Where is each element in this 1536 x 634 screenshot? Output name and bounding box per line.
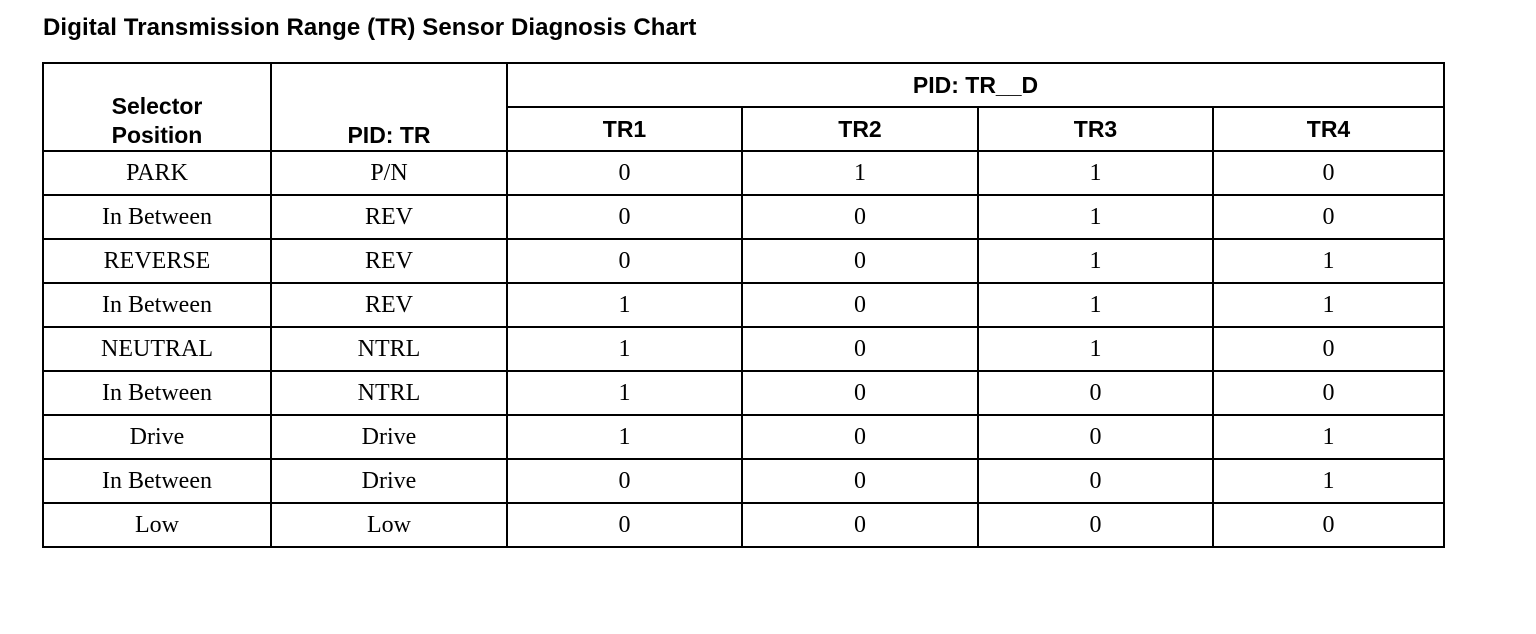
tr4-cell: 0 [1213, 503, 1444, 547]
selector-position-cell: In Between [43, 459, 271, 503]
tr1-cell: 1 [507, 371, 742, 415]
tr4-cell: 0 [1213, 371, 1444, 415]
tr4-cell: 1 [1213, 283, 1444, 327]
pid-tr-cell: REV [271, 195, 507, 239]
tr3-cell: 0 [978, 415, 1213, 459]
pid-tr-cell: NTRL [271, 371, 507, 415]
pid-tr-cell: Low [271, 503, 507, 547]
table-row [43, 459, 1444, 503]
table-row [43, 239, 1444, 283]
selector-position-header [43, 63, 271, 151]
tr4-cell: 1 [1213, 239, 1444, 283]
tr2-header: TR2 [742, 107, 978, 151]
tr1-cell: 0 [507, 151, 742, 195]
pid-tr-cell: REV [271, 239, 507, 283]
pid-tr-cell: REV [271, 283, 507, 327]
tr2-cell: 0 [742, 195, 978, 239]
tr2-cell: 1 [742, 151, 978, 195]
tr1-header: TR1 [507, 107, 742, 151]
tr1-cell: 0 [507, 503, 742, 547]
pid-tr-cell: NTRL [271, 327, 507, 371]
tr1-cell: 0 [507, 239, 742, 283]
selector-position-cell: In Between [43, 195, 271, 239]
tr4-cell: 1 [1213, 415, 1444, 459]
pid-tr-cell: Drive [271, 459, 507, 503]
tr3-cell: 1 [978, 151, 1213, 195]
selector-position-cell: In Between [43, 283, 271, 327]
pid-tr-cell: P/N [271, 151, 507, 195]
tr4-cell: 0 [1213, 327, 1444, 371]
selector-header-line2: Position [111, 122, 203, 148]
table-row [43, 415, 1444, 459]
tr3-cell: 1 [978, 195, 1213, 239]
tr3-cell: 0 [978, 371, 1213, 415]
tr1-cell: 1 [507, 283, 742, 327]
tr3-cell: 0 [978, 459, 1213, 503]
tr4-header: TR4 [1213, 107, 1444, 151]
pid-tr-header: PID: TR [271, 63, 507, 151]
selector-position-cell: Low [43, 503, 271, 547]
pid-tr-d-header: PID: TR__D [507, 63, 1444, 107]
tr2-cell: 0 [742, 415, 978, 459]
tr3-cell: 1 [978, 239, 1213, 283]
tr2-cell: 0 [742, 239, 978, 283]
tr4-cell: 0 [1213, 195, 1444, 239]
selector-position-cell: In Between [43, 371, 271, 415]
table-row [43, 371, 1444, 415]
table-row [43, 195, 1444, 239]
tr4-cell: 1 [1213, 459, 1444, 503]
tr2-cell: 0 [742, 371, 978, 415]
table-row [43, 151, 1444, 195]
tr2-cell: 0 [742, 459, 978, 503]
tr4-cell: 0 [1213, 151, 1444, 195]
pid-tr-cell: Drive [271, 415, 507, 459]
tr2-cell: 0 [742, 327, 978, 371]
table-row [43, 327, 1444, 371]
selector-position-cell: PARK [43, 151, 271, 195]
selector-header-line1: Selector [111, 93, 203, 119]
tr1-cell: 0 [507, 195, 742, 239]
tr2-cell: 0 [742, 503, 978, 547]
tr1-cell: 1 [507, 327, 742, 371]
tr1-cell: 1 [507, 415, 742, 459]
table-row [43, 503, 1444, 547]
tr3-header: TR3 [978, 107, 1213, 151]
tr1-cell: 0 [507, 459, 742, 503]
header-row-top [43, 63, 1444, 107]
tr2-cell: 0 [742, 283, 978, 327]
tr3-cell: 1 [978, 327, 1213, 371]
table-row [43, 283, 1444, 327]
diagnosis-table [42, 62, 1445, 548]
tr3-cell: 0 [978, 503, 1213, 547]
selector-position-cell: REVERSE [43, 239, 271, 283]
chart-title: Digital Transmission Range (TR) Sensor Diagnosis Chart [43, 14, 697, 41]
selector-position-cell: NEUTRAL [43, 327, 271, 371]
selector-position-cell: Drive [43, 415, 271, 459]
tr3-cell: 1 [978, 283, 1213, 327]
